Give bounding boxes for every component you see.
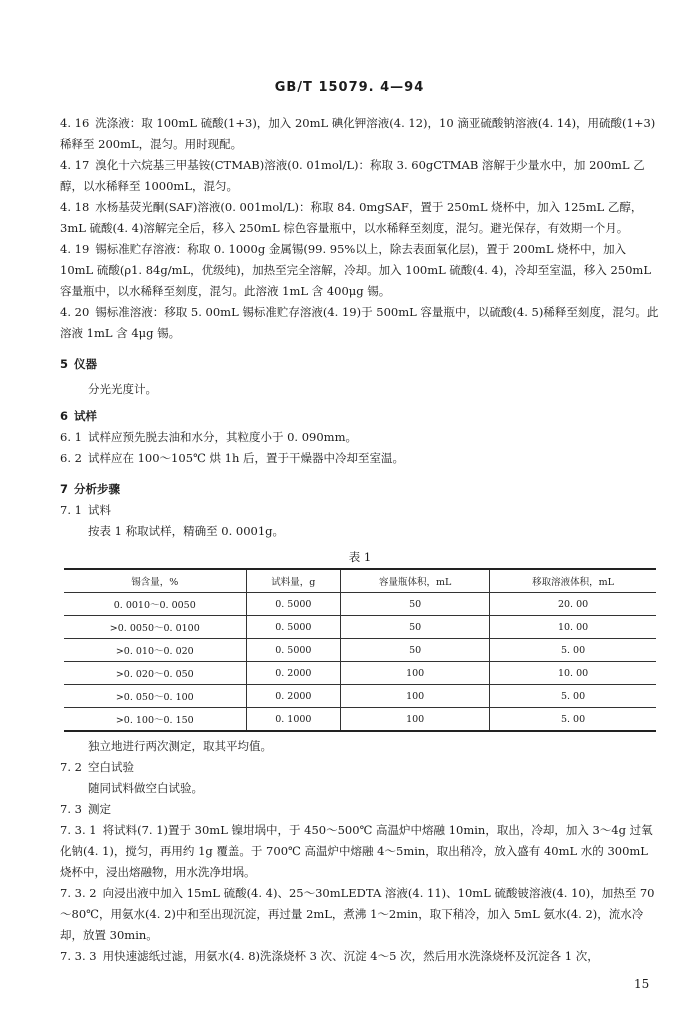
section-title: 试样 (74, 409, 98, 423)
paragraph-4-17 (60, 155, 660, 197)
clause-number: 4. 20 (60, 305, 90, 319)
clause-number: 7. 3. 3 (60, 949, 97, 963)
clause-text: 向浸出液中加入 15mL 硫酸(4. 4)、25～30mLEDTA 溶液(4. 11)、10mL 硫酸铍溶液(4. 10)，加热至 70～80℃，用氨水(4. 2)中和至出现沉淀，再过量 2mL，煮沸 1～2min，取下稍冷，加入 5mL 氨水(4. 2)，流水冷却，放置 30min。 (60, 886, 655, 942)
table-cell: >0. 100～0. 150 (64, 708, 246, 732)
col-header-tin-content: 锡含量，% (64, 569, 246, 593)
section-number: 7. 3 (60, 802, 82, 816)
table-cell: 0. 0010～0. 0050 (64, 593, 246, 616)
paragraph-4-16 (60, 113, 660, 155)
table-cell: >0. 020～0. 050 (64, 662, 246, 685)
clause-number: 6. 1 (60, 430, 82, 444)
section-number: 7 (60, 482, 69, 496)
table-row (64, 662, 656, 685)
clause-text: 试样应预先脱去油和水分，其粒度小于 0. 090mm。 (87, 430, 357, 444)
col-header-flask-volume: 容量瓶体积，mL (341, 569, 490, 593)
section-7-heading (60, 479, 660, 500)
table-cell: 100 (341, 662, 490, 685)
section-title: 空白试验 (87, 760, 134, 774)
table-row (64, 593, 656, 616)
table-row (64, 616, 656, 639)
table-cell: 0. 2000 (246, 662, 341, 685)
section-title: 仪器 (74, 357, 98, 371)
table-cell: 20. 00 (490, 593, 656, 616)
section-6-heading (60, 406, 660, 427)
section-number: 6 (60, 409, 69, 423)
section-7-3-heading (60, 799, 660, 820)
section-number: 7. 2 (60, 760, 82, 774)
section-title: 测定 (87, 802, 111, 816)
section-5-body: 分光光度计。 (88, 382, 157, 396)
page-number: 15 (634, 977, 650, 991)
section-7-2-body: 随同试料做空白试验。 (88, 781, 203, 795)
paragraph-7-3-1 (60, 820, 660, 883)
clause-text: 锡标准贮存溶液：称取 0. 1000g 金属锡(99. 95%以上，除去表面氧化层)，置于 200mL 烧杯中，加入 10mL 硫酸(ρ1. 84g/mL，优级纯)，加热至完全溶解，冷却。加入 100mL 硫酸(4. 4)，冷却至室温，移入 250mL 容量瓶中，以水稀释至刻度，混匀。此溶液 1mL 含 400μg 锡。 (60, 242, 651, 298)
paragraph-4-20 (60, 302, 660, 344)
col-header-aliquot-volume: 移取溶液体积，mL (490, 569, 656, 593)
table-cell: 5. 00 (490, 685, 656, 708)
table-row (64, 708, 656, 732)
table-row (64, 639, 656, 662)
clause-text: 水杨基荧光酮(SAF)溶液(0. 001mol/L)：称取 84. 0mgSAF，置于 250mL 烧杯中，加入 125mL 乙醇，3mL 硫酸(4. 4)溶解完全后，移入 250mL 棕色容量瓶中，以水稀释至刻度，混匀。避光保存，有效期一个月。 (60, 200, 643, 235)
sample-weight-table (64, 568, 656, 732)
table-cell: 5. 00 (490, 639, 656, 662)
table-cell: 0. 5000 (246, 593, 341, 616)
page-content (60, 113, 660, 967)
table-cell: 0. 2000 (246, 685, 341, 708)
clause-number: 4. 16 (60, 116, 90, 130)
clause-text: 试样应在 100～105℃ 烘 1h 后，置于干燥器中冷却至室温。 (87, 451, 405, 465)
section-7-1-heading (60, 500, 660, 521)
section-5-heading (60, 354, 660, 375)
table-cell: 10. 00 (490, 662, 656, 685)
table-cell: >0. 010～0. 020 (64, 639, 246, 662)
clause-number: 6. 2 (60, 451, 82, 465)
table-cell: 50 (341, 639, 490, 662)
table-cell: 10. 00 (490, 616, 656, 639)
paragraph-7-3-3 (60, 946, 660, 967)
clause-text: 用快速滤纸过滤，用氨水(4. 8)洗涤烧杯 3 次、沉淀 4～5 次，然后用水洗涤烧杯及沉淀各 1 次， (102, 949, 599, 963)
after-table-note: 独立地进行两次测定，取其平均值。 (88, 739, 272, 753)
table-cell: 0. 1000 (246, 708, 341, 732)
paragraph-4-19 (60, 239, 660, 302)
section-title: 试料 (87, 503, 111, 517)
clause-number: 4. 19 (60, 242, 90, 256)
clause-number: 4. 18 (60, 200, 90, 214)
table-header-row (64, 569, 656, 593)
paragraph-6-2 (60, 448, 660, 469)
section-number: 7. 1 (60, 503, 82, 517)
table-cell: 100 (341, 708, 490, 732)
table-cell: >0. 0050～0. 0100 (64, 616, 246, 639)
clause-number: 7. 3. 2 (60, 886, 97, 900)
paragraph-6-1 (60, 427, 660, 448)
table-caption: 表 1 (348, 550, 372, 564)
clause-text: 锡标准溶液：移取 5. 00mL 锡标准贮存溶液(4. 19)于 500mL 容量瓶中，以硫酸(4. 5)稀释至刻度，混匀。此溶液 1mL 含 4μg 锡。 (60, 305, 659, 340)
col-header-sample-mass: 试料量，g (246, 569, 341, 593)
table-cell: 0. 5000 (246, 616, 341, 639)
table-cell: 5. 00 (490, 708, 656, 732)
table-cell: >0. 050～0. 100 (64, 685, 246, 708)
table-cell: 100 (341, 685, 490, 708)
section-7-2-heading (60, 757, 660, 778)
clause-text: 洗涤液：取 100mL 硫酸(1+3)，加入 20mL 碘化钾溶液(4. 12)，10 滴亚硫酸钠溶液(4. 14)，用硫酸(1+3)稀释至 200mL，混匀。用时现配。 (60, 116, 656, 151)
table-cell: 50 (341, 593, 490, 616)
section-7-1-body: 按表 1 称取试样，精确至 0. 0001g。 (88, 524, 285, 538)
table-cell: 50 (341, 616, 490, 639)
section-number: 5 (60, 357, 69, 371)
table-cell: 0. 5000 (246, 639, 341, 662)
section-title: 分析步骤 (74, 482, 121, 496)
clause-text: 将试料(7. 1)置于 30mL 镍坩埚中，于 450～500℃ 高温炉中熔融 10min，取出，冷却，加入 3～4g 过氧化钠(4. 1)，搅匀，再用约 1g 覆盖。于 700℃ 高温炉中熔融 4～5min，取出稍冷，放入盛有 40mL 水的 300mL 烧杯中，浸出熔融物，用水洗净坩埚。 (60, 823, 653, 879)
paragraph-7-3-2 (60, 883, 660, 946)
clause-text: 溴化十六烷基三甲基铵(CTMAB)溶液(0. 01mol/L)：称取 3. 60gCTMAB 溶解于少量水中，加 200mL 乙醇，以水稀释至 1000mL，混匀。 (60, 158, 645, 193)
clause-number: 7. 3. 1 (60, 823, 97, 837)
table-row (64, 685, 656, 708)
document-header: GB/T 15079. 4—94 (274, 80, 425, 95)
clause-number: 4. 17 (60, 158, 90, 172)
paragraph-4-18 (60, 197, 660, 239)
